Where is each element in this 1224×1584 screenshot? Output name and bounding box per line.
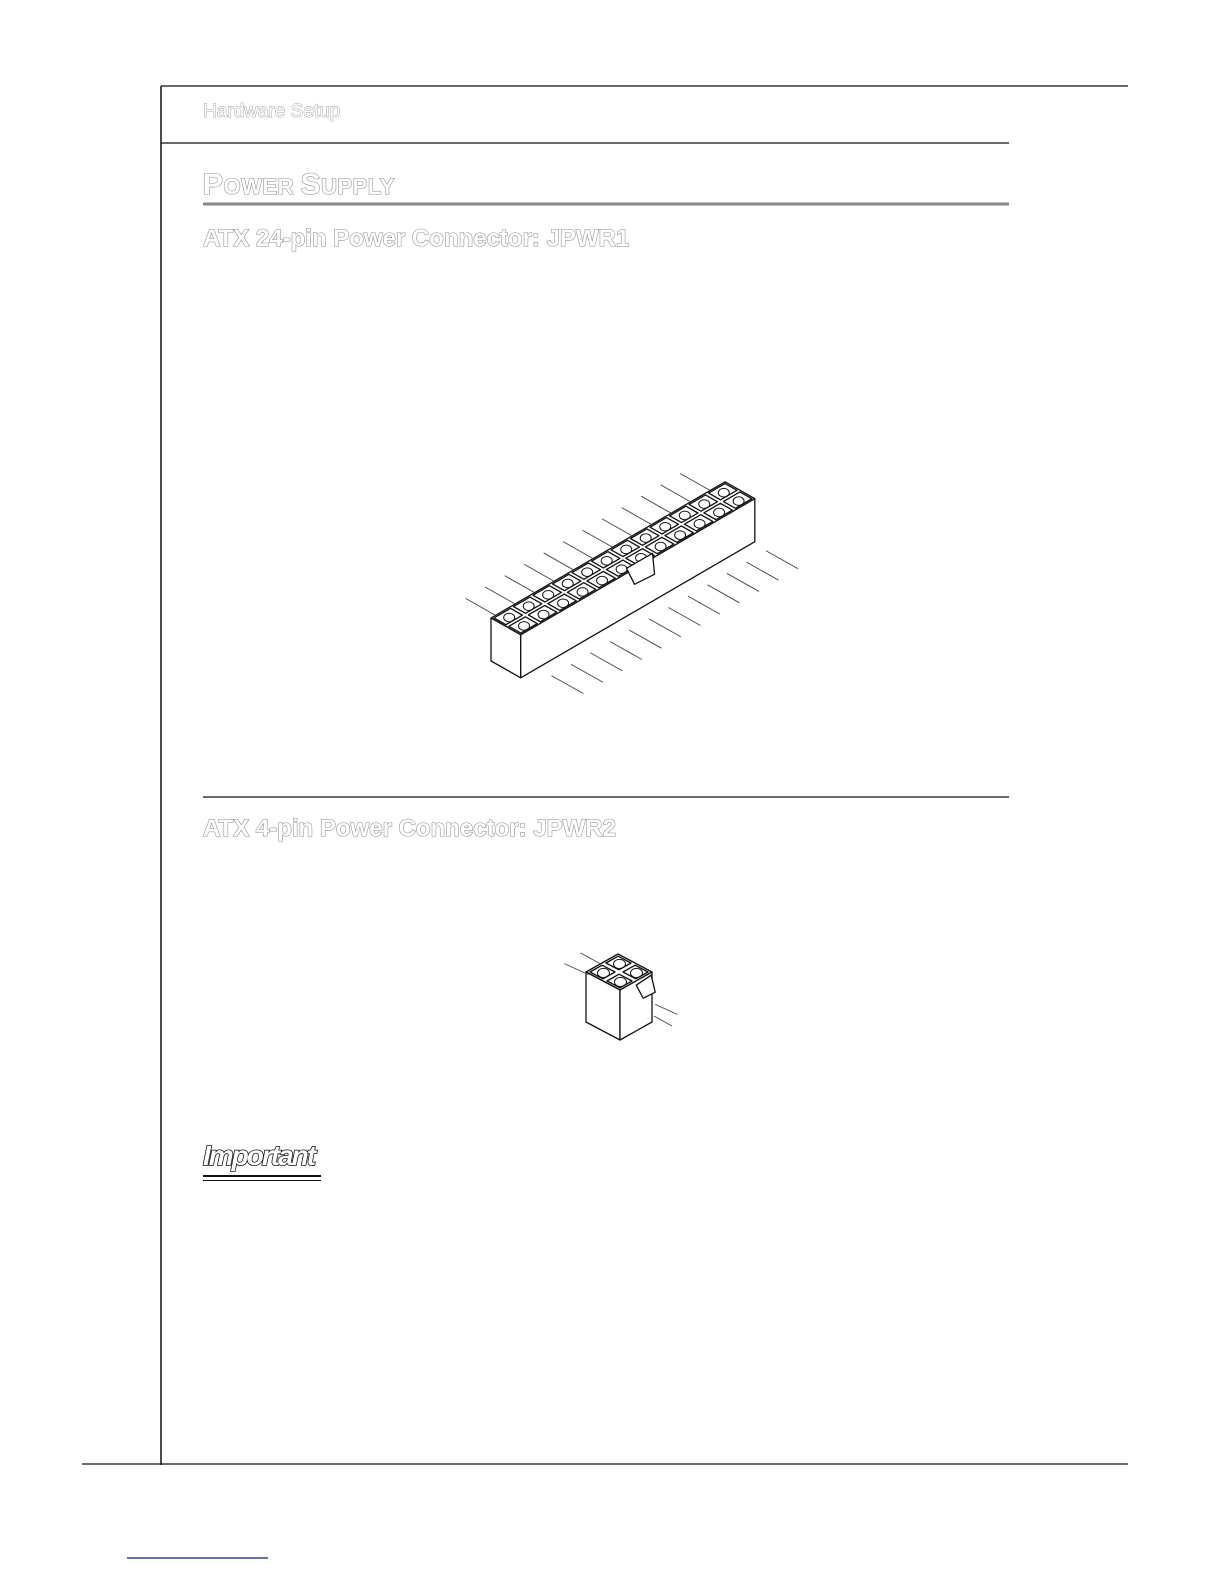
section-title-rest-2: UPPLY [321,174,395,199]
jpwr1-heading: ATX 24-pin Power Connector: JPWR1 [203,225,630,252]
pin4-leader-4 [654,1016,672,1026]
important-underline-thin [203,1180,321,1181]
pin4-leader-2 [580,953,600,964]
section-title-rest-1: OWER [223,174,301,199]
pin4-leader-1 [564,964,588,975]
section-title-initial-2: S [300,168,322,201]
pin4-leader-3 [655,1004,677,1014]
jpwr2-heading: ATX 4-pin Power Connector: JPWR2 [203,815,616,842]
section-title-initial-1: P [203,168,224,201]
running-head: Hardware Setup [203,101,341,122]
important-label: Important [203,1140,315,1171]
important-underline [203,1175,321,1177]
